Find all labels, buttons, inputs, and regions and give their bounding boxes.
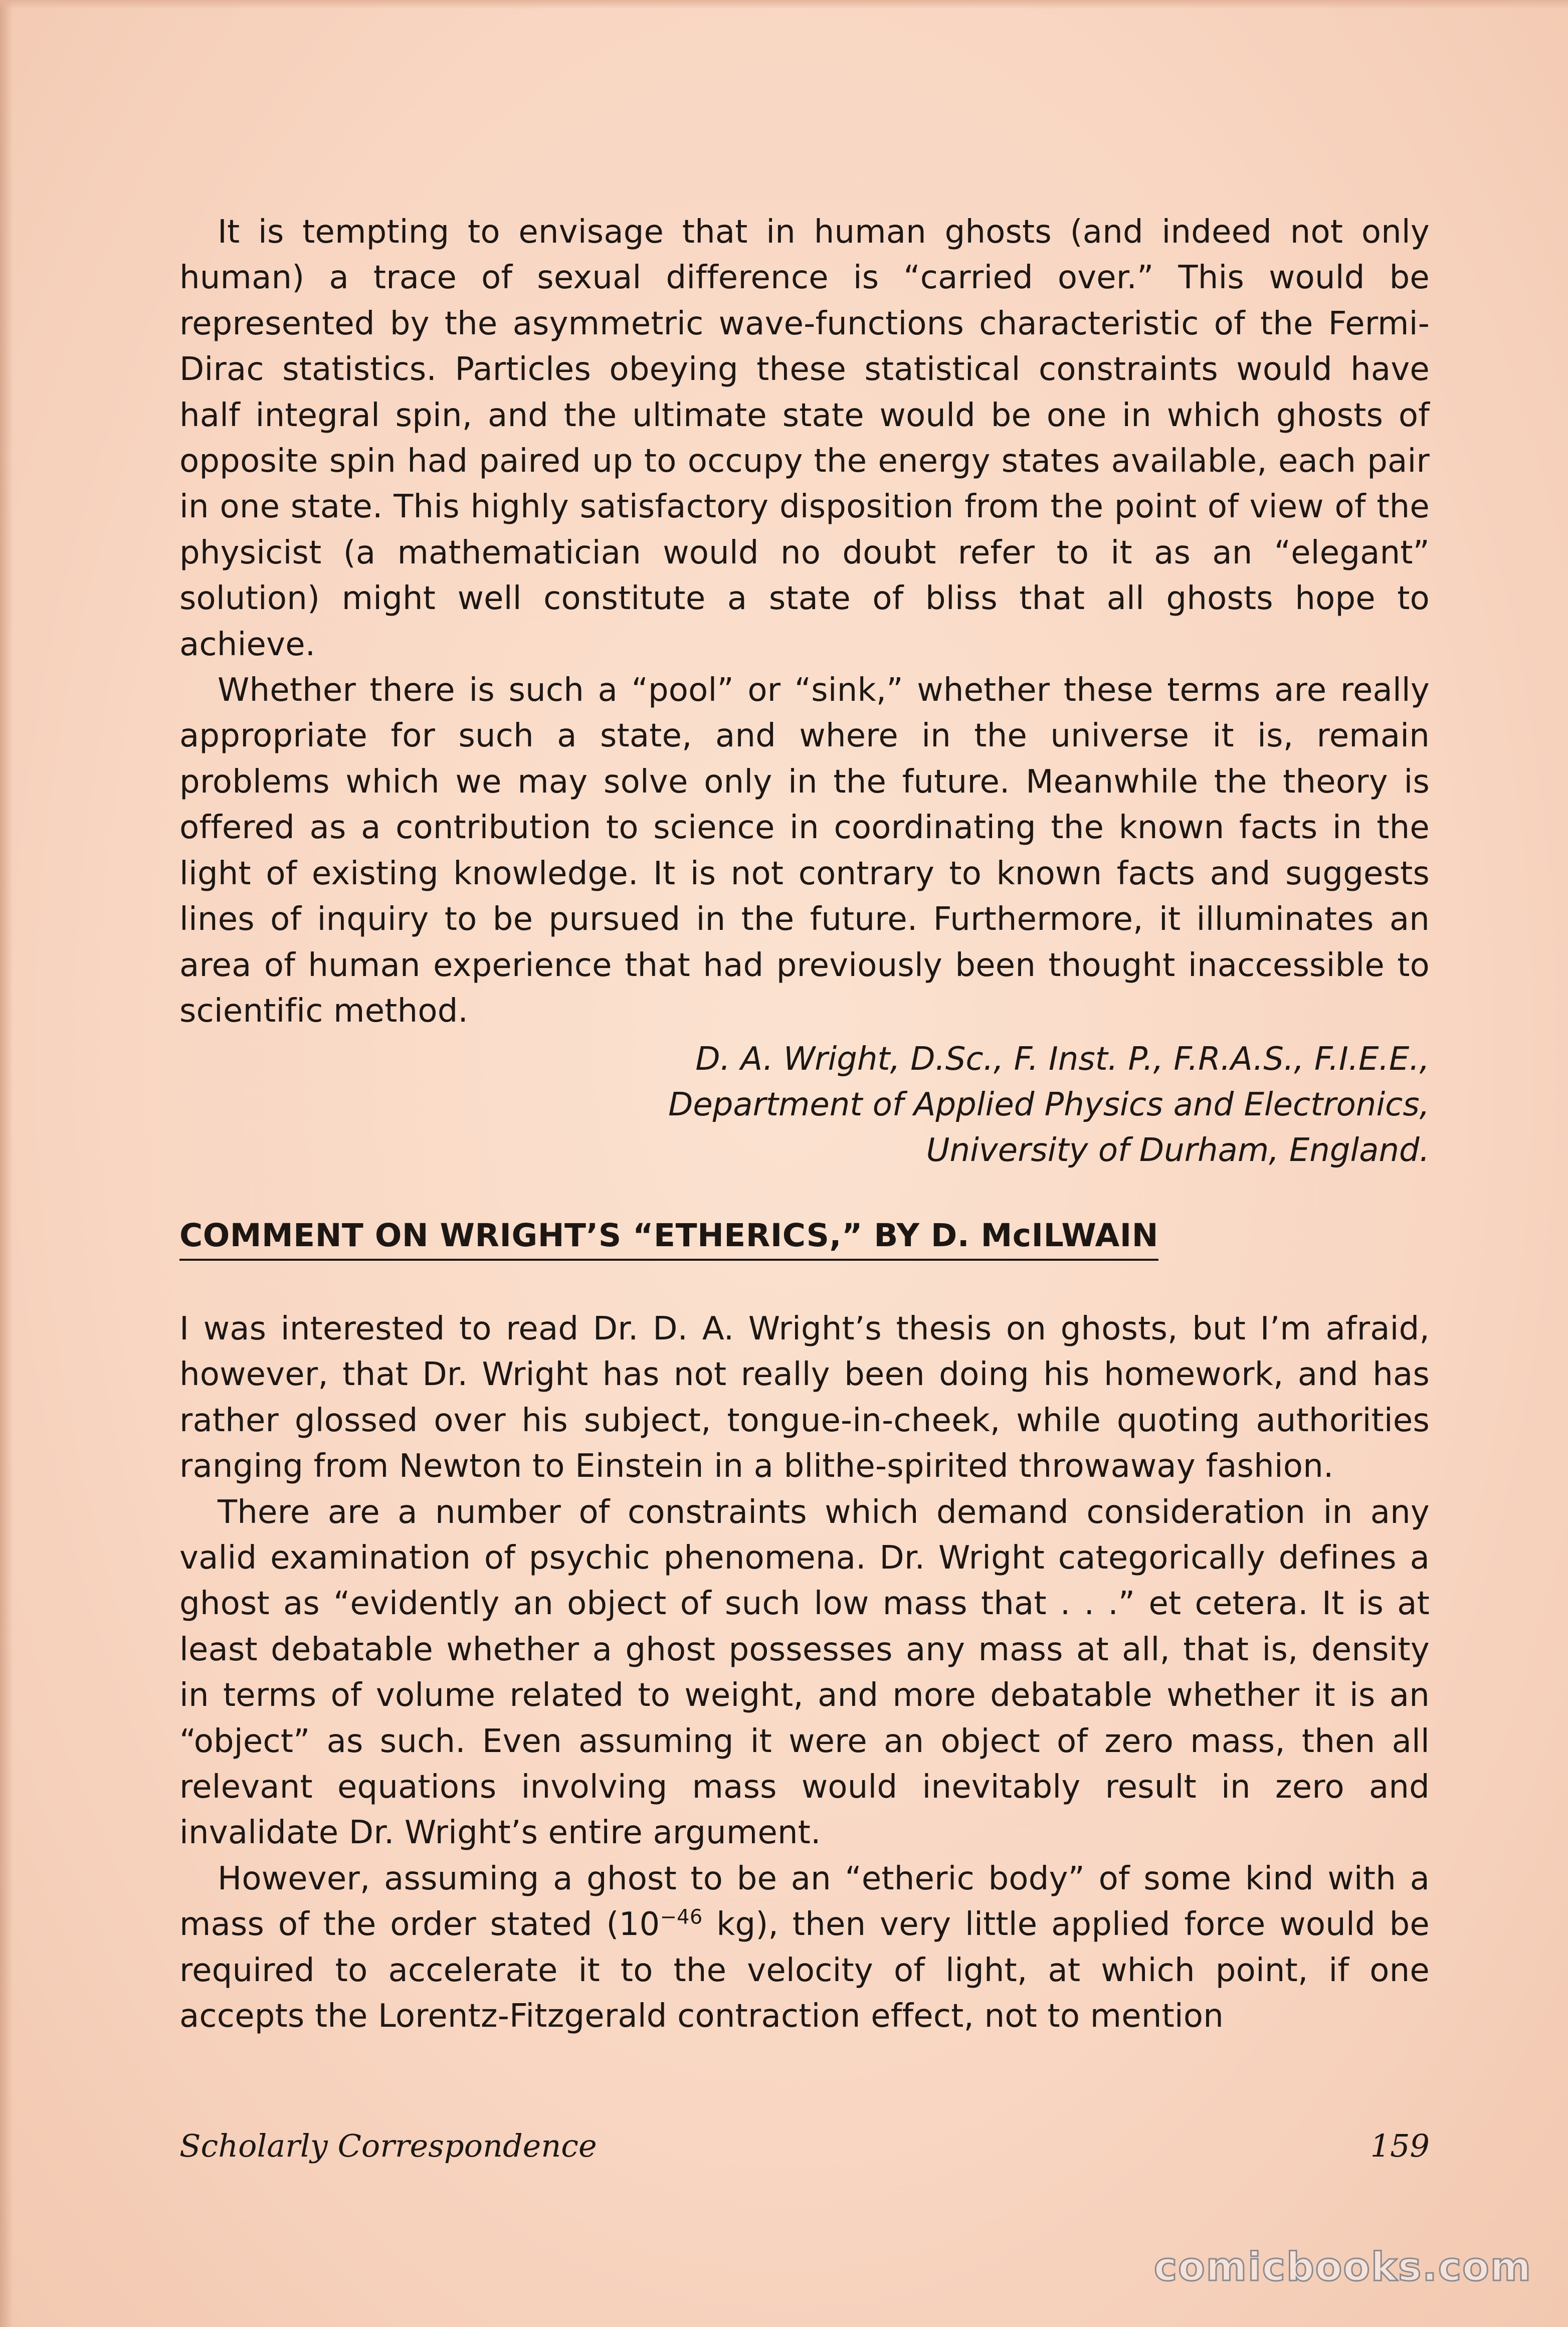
paragraph: It is tempting to envisage that in human ghosts (and indeed not only human) a trace of sexual difference is “carried over.” This would be represented by the asymmetric wave-functions characteristic of the Fermi-Dirac statistics. Particles obeying these statistical constraints would have half integral spin, and the ultimate state would be one in which ghosts of opposite spin had paired up to occupy the energy states available, each pair in one state. This highly satisfactory disposition from the point of view of the physicist (a mathematician would no doubt refer to it as an “elegant” solution) might well constitute a state of bliss that all ghosts hope to achieve. — [179, 214, 1430, 663]
paragraph-text: kg), then very little applied force would be required to accelerate it to the velocity of light, at which point, if one accepts the Lorentz-Fitzgerald contraction effect, not to mention — [179, 1906, 1430, 2035]
page-edge-shadow — [0, 0, 13, 2327]
comment-body — [179, 1306, 1430, 2040]
exponent: −46 — [660, 1905, 703, 1929]
signature-name: D. A. Wright, D.Sc., F. Inst. P., F.R.A.S., F.I.E.E., — [695, 1041, 1430, 1078]
article-conclusion — [179, 210, 1430, 1034]
publication-title: Scholarly Correspondence — [179, 2127, 597, 2164]
paragraph: Whether there is such a “pool” or “sink,” whether these terms are really appropriate for such a state, and where in the universe it is, remain problems which we may solve only in the future. Meanwhile the theory is offered as a contribution to science in coordinating the known facts in the light of existing knowledge. It is not contrary to known facts and suggests lines of inquiry to be pursued in the future. Furthermore, it illuminates an area of human experience that had previously been thought inaccessible to scientific method. — [179, 672, 1430, 1030]
paragraph: There are a number of constraints which demand consideration in any valid examination of psychic phenomena. Dr. Wright categorically defines a ghost as “evidently an object of such low mass that . . .” et cetera. It is at least debatable whether a ghost possesses any mass at all, that is, density in terms of volume related to weight, and more debatable whether it is an “object” as such. Even assuming it were an object of zero mass, then all relevant equations involving mass would inevitably result in zero and invalidate Dr. Wright’s entire argument. — [179, 1493, 1430, 1852]
signature-university: University of Durham, England. — [926, 1132, 1430, 1169]
paragraph-text: However, assuming a ghost to be an “etheric body” of some kind with a mass of the order stated (10 — [179, 1860, 1430, 1944]
paragraph — [179, 1856, 1430, 2040]
section-heading: COMMENT ON WRIGHT’S “ETHERICS,” BY D. McILWAIN — [179, 1217, 1158, 1261]
author-signature — [501, 1037, 1430, 1174]
watermark: comicbooks.com — [1153, 2245, 1532, 2290]
signature-department: Department of Applied Physics and Electronics, — [668, 1086, 1430, 1123]
paragraph: I was interested to read Dr. D. A. Wright’s thesis on ghosts, but I’m afraid, however, that Dr. Wright has not really been doing his homework, and has rather glossed over his subject, tongue-in-cheek, while quoting authorities ranging from Newton to Einstein in a blithe-spirited throwaway fashion. — [179, 1310, 1430, 1485]
page-top-shadow — [0, 0, 1568, 9]
page-number: 159 — [1370, 2127, 1430, 2164]
